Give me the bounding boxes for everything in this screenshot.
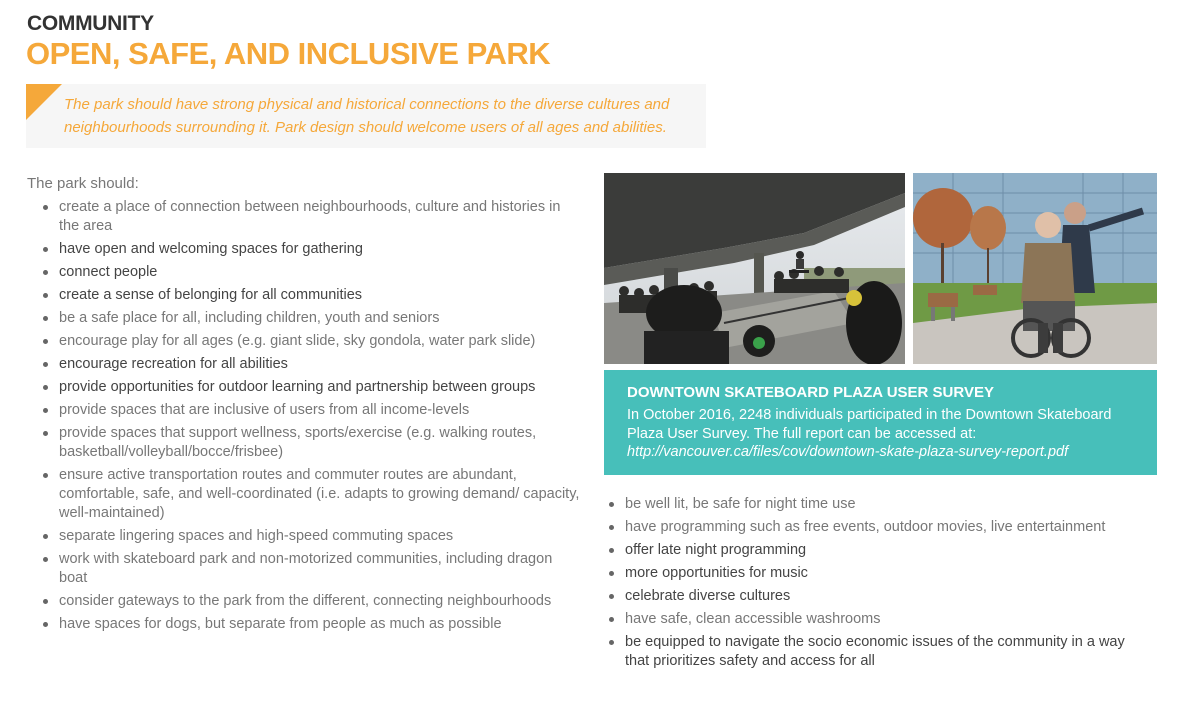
right-bullet-list bbox=[607, 495, 1152, 671]
list-item: create a place of connection between neighbourhoods, culture and histories in the area bbox=[41, 198, 581, 236]
list-item: provide opportunities for outdoor learning and partnership between groups bbox=[41, 378, 581, 397]
list-item: be a safe place for all, including children, youth and seniors bbox=[41, 309, 581, 328]
skate-plaza-image bbox=[604, 173, 905, 364]
senior-park-image bbox=[913, 173, 1157, 364]
list-item: have spaces for dogs, but separate from people as much as possible bbox=[41, 615, 581, 634]
list-item: have programming such as free events, outdoor movies, live entertainment bbox=[607, 518, 1152, 537]
list-item: provide spaces that are inclusive of users from all income-levels bbox=[41, 401, 581, 420]
list-item: connect people bbox=[41, 263, 581, 282]
section-label: COMMUNITY bbox=[27, 12, 154, 35]
survey-report-link[interactable]: http://vancouver.ca/files/cov/downtown-skate-plaza-survey-report.pdf bbox=[627, 444, 1069, 460]
intro-text: The park should: bbox=[27, 175, 139, 192]
list-item: encourage play for all ages (e.g. giant slide, sky gondola, water park slide) bbox=[41, 332, 581, 351]
list-item: have safe, clean accessible washrooms bbox=[607, 610, 1152, 629]
list-item: have open and welcoming spaces for gathering bbox=[41, 240, 581, 259]
skate-plaza-photo bbox=[604, 173, 905, 364]
list-item: more opportunities for music bbox=[607, 564, 1152, 583]
callout-corner-icon bbox=[26, 84, 62, 120]
list-item: separate lingering spaces and high-speed commuting spaces bbox=[41, 527, 581, 546]
callout-box bbox=[26, 84, 706, 148]
list-item: ensure active transportation routes and commuter routes are abundant, comfortable, safe, and well-coordinated (i.e. adapts to growing demand/ capacity, well-maintained) bbox=[41, 466, 581, 523]
survey-body: In October 2016, 2248 individuals participated in the Downtown Skateboard Plaza User Survey. The full report can be accessed at: bbox=[627, 407, 1112, 442]
list-item: create a sense of belonging for all communities bbox=[41, 286, 581, 305]
list-item: consider gateways to the park from the different, connecting neighbourhoods bbox=[41, 592, 581, 611]
left-bullet-list bbox=[41, 198, 581, 634]
list-item: offer late night programming bbox=[607, 541, 1152, 560]
list-item: celebrate diverse cultures bbox=[607, 587, 1152, 606]
list-item: work with skateboard park and non-motorized communities, including dragon boat bbox=[41, 550, 581, 588]
list-item: encourage recreation for all abilities bbox=[41, 355, 581, 374]
list-item: provide spaces that support wellness, sports/exercise (e.g. walking routes, basketball/volleyball/bocce/frisbee) bbox=[41, 424, 581, 462]
survey-title: DOWNTOWN SKATEBOARD PLAZA USER SURVEY bbox=[627, 384, 994, 401]
senior-park-photo bbox=[913, 173, 1157, 364]
survey-callout bbox=[604, 370, 1157, 475]
list-item: be well lit, be safe for night time use bbox=[607, 495, 1152, 514]
callout-text: The park should have strong physical and historical connections to the diverse cultures and neighbourhoods surrounding it. Park design should welcome users of all ages and abilities. bbox=[64, 96, 670, 136]
list-item: be equipped to navigate the socio economic issues of the community in a way that prioritizes safety and access for all bbox=[607, 633, 1152, 671]
page-title: OPEN, SAFE, AND INCLUSIVE PARK bbox=[26, 36, 551, 71]
